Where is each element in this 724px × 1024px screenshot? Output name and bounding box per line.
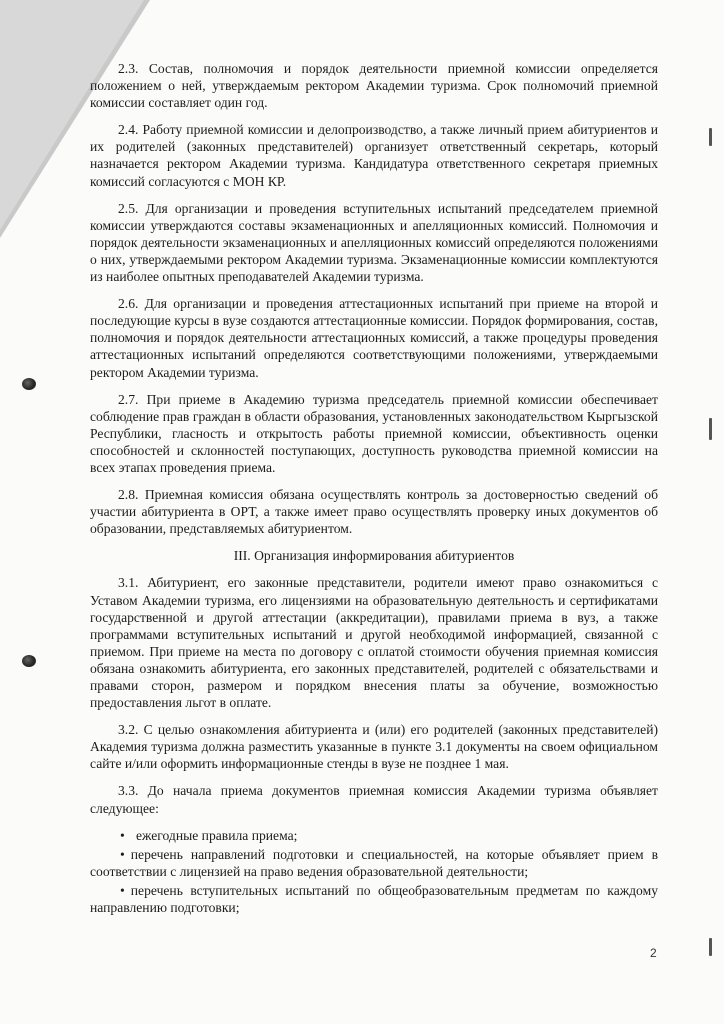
punch-hole-bottom — [22, 655, 36, 667]
scan-edge-mark — [709, 128, 712, 146]
list-item-text: ежегодные правила приема; — [136, 827, 298, 843]
bullet-icon: • — [120, 827, 125, 843]
scan-edge-mark — [709, 418, 712, 440]
paragraph-3-2: 3.2. С целью ознакомления абитуриента и (или) его родителей (законных представителей) Академия туризма должна разместить указанные в пункте 3.1 документы на своем официальном сайте и/или оформить информационные стенды в вузе не позднее 1 мая. — [90, 722, 658, 772]
bullet-icon: • — [120, 846, 125, 862]
paragraph-2-8: 2.8. Приемная комиссия обязана осуществлять контроль за достоверностью сведений об участии абитуриента в ОРТ, а также имеет право осуществлять проверку иных документов об образовании, представляемых абитуриентом. — [90, 487, 658, 537]
list-item — [90, 846, 658, 880]
document-body — [90, 60, 658, 916]
paragraph-2-4: 2.4. Работу приемной комиссии и делопроизводство, а также личный прием абитуриентов и их родителей (законных представителей) организует ответственный секретарь, который назначается ректором Академии туризма. Кандидатура ответственного секретаря приемных комиссий согласуются с МОН КР. — [90, 122, 658, 189]
list-item-text: перечень направлений подготовки и специальностей, на которые объявляет прием в соответствии с лицензией на право ведения образовательной деятельности; — [90, 846, 658, 879]
page-number: 2 — [650, 946, 657, 960]
paragraph-2-7: 2.7. При приеме в Академию туризма председатель приемной комиссии обеспечивает соблюдение прав граждан в области образования, установленных законодательством Кыргызской Республики, гласность и открытость работы приемной комиссии, объективность оценки способностей и склонностей поступающих, доступность руководства приемной комиссии на всех этапах проведения приема. — [90, 391, 658, 475]
list-item — [90, 827, 658, 844]
paragraph-2-6: 2.6. Для организации и проведения аттестационных испытаний при приеме на второй и последующие курсы в вузе создаются аттестационные комиссии. Порядок формирования, состав, полномочия и порядок деятельности аттестационных комиссий, а также процедуры проведения аттестационных испытаний определяются соответствующими положениями, утверждаемыми ректором Академии туризма. — [90, 296, 658, 380]
paragraph-3-3: 3.3. До начала приема документов приемная комиссия Академии туризма объявляет следующее: — [90, 783, 658, 816]
paragraph-2-5: 2.5. Для организации и проведения вступительных испытаний председателем приемной комиссии утверждаются составы экзаменационных и апелляционных комиссий. Полномочия и порядок деятельности экзаменационных и апелляционных комиссий определяются положениями о них, утверждаемыми ректором Академии туризма. Экзаменационные комиссии комплектуются из наиболее опытных преподавателей Академии туризма. — [90, 200, 658, 285]
bullet-icon: • — [120, 882, 125, 898]
section-title: III. Организация информирования абитуриентов — [233, 548, 515, 564]
scan-edge-mark — [709, 938, 712, 956]
list-item — [90, 882, 658, 916]
list-item-text: перечень вступительных испытаний по общеобразовательным предметам по каждому направлению подготовки; — [90, 882, 658, 916]
bullet-list — [90, 827, 658, 916]
paragraph-2-3: 2.3. Состав, полномочия и порядок деятельности приемной комиссии определяется положением о ней, утверждаемым ректором Академии туризма. Срок полномочий приемной комиссии составляет один год. — [90, 61, 658, 111]
punch-hole-top — [22, 378, 36, 390]
paragraph-3-1: 3.1. Абитуриент, его законные представители, родители имеют право ознакомиться с Уставом Академии туризма, его лицензиями на образовательную деятельность и сертификатами государственной и другой аттестации (аккредитации), правилами приема в вуз, а также программами вступительных испытаний и другой необходимой информацией, связанной с приемом. При приеме на места по договору с оплатой стоимости обучения приемная комиссия обязана ознакомить абитуриента, его законных представителей, родителей с обязательствами и правами сторон, размером и порядком внесения платы за обучение, возможностью предоставления льгот в оплате. — [90, 575, 658, 711]
